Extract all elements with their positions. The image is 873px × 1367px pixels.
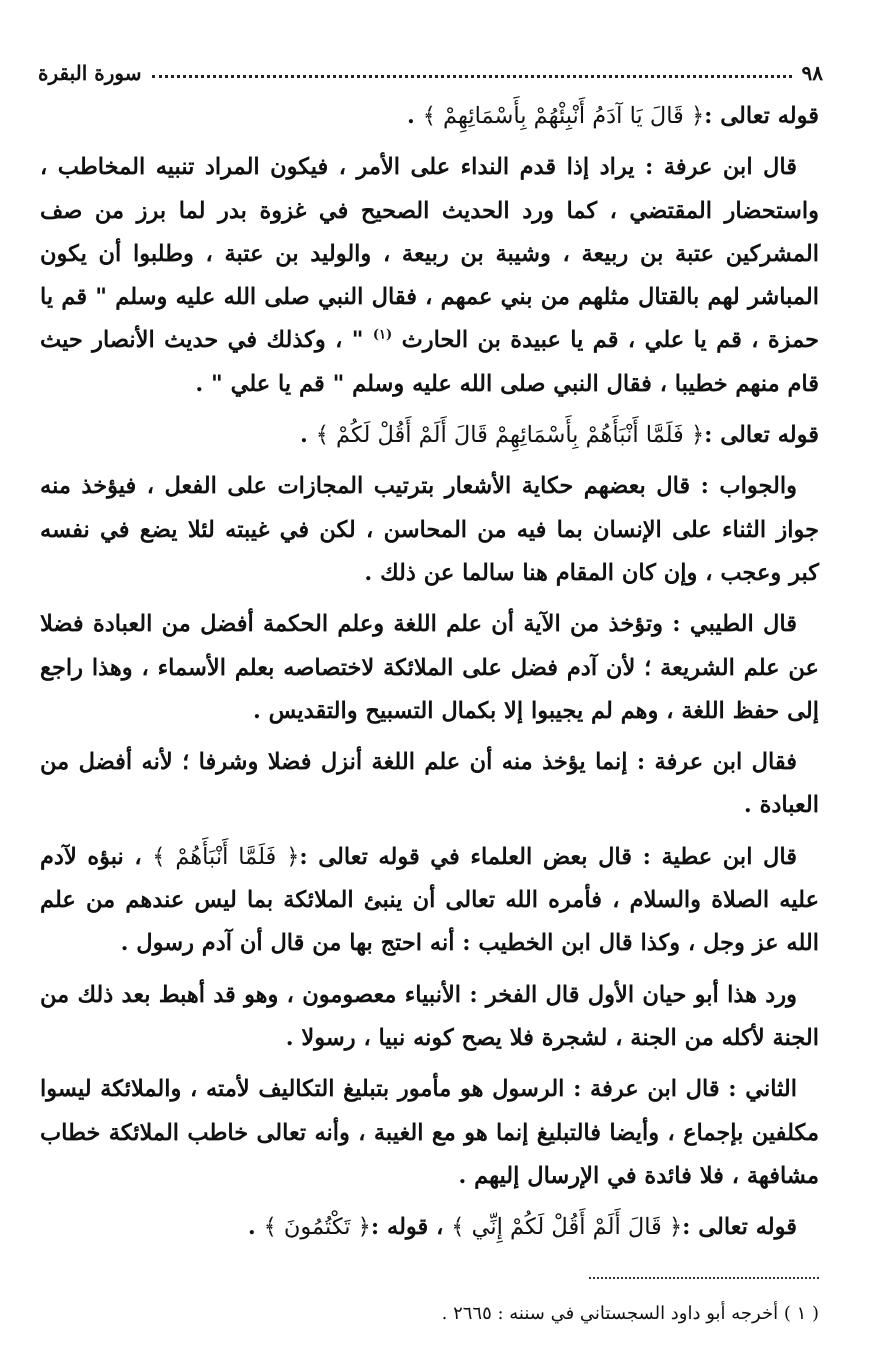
paragraph-tail: ، نبؤه لآدم عليه الصلاة والسلام ، فأمره الله تعالى أن ينبئ الملائكة بما ليس عندهم من علم الله عز وجل ، وكذا قال ابن الخطيب : أنه احتج بها من قال أن آدم رسول . — [40, 843, 819, 957]
page-number: ٩٨ — [801, 61, 823, 85]
footnote — [40, 1300, 819, 1328]
paragraph-text: الثاني : قال ابن عرفة : الرسول هو مأمور بتبليغ التكاليف لأمته ، والملائكة ليسوا مكلفين بإجماع ، وأيضا فالتبليغ إنما هو مع الغيبة ، وأنه تعالى خاطب الملائكة خطاب مشافهة ، فلا فائدة في الإرسال إليهم . — [40, 1076, 819, 1189]
paragraph-ibn-arafa-lugha — [40, 741, 819, 828]
paragraph-lead: قال ابن عطية : قال بعض العلماء في قوله تعالى : — [299, 843, 797, 870]
verse-tail: . — [407, 103, 423, 129]
paragraph-text: فقال ابن عرفة : إنما يؤخذ منه أن علم اللغة أنزل فضلا وشرفا ؛ لأنه أفضل من العبادة . — [40, 749, 819, 819]
verse-heading-3 — [40, 1206, 819, 1249]
main-text — [40, 95, 819, 1257]
paragraph-ibn-arafa-nida — [40, 146, 819, 406]
verse-lead: قوله تعالى : — [704, 103, 819, 129]
footnote-separator — [589, 1277, 819, 1279]
paragraph-ibn-atiyya — [40, 836, 819, 966]
paragraph-text: قال الطيبي : وتؤخذ من الآية أن علم اللغة وعلم الحكمة أفضل من العبادة فضلا عن علم الشريعة ؛ لأن آدم فضل على الملائكة لاختصاصه بعلم الأسماء ، وهذا راجع إلى حفظ اللغة ، وهم لم يجيبوا إلا بكمال التسبيح والتقديس . — [40, 611, 819, 724]
footnote-marker: (١) — [372, 327, 393, 343]
quran-quote-2: ﴿ تَكْتُمُونَ ﴾ — [263, 1214, 371, 1241]
header-dotted-leader — [152, 75, 792, 78]
paragraph-text: ورد هذا أبو حيان الأول قال الفخر : الأنبياء معصومون ، وهو قد أهبط بعد ذلك من الجنة لأكله من الجنة ، لشجرة فلا يصح كونه نبيا ، رسولا . — [40, 981, 819, 1051]
verse-mid: ، قوله : — [370, 1214, 452, 1241]
running-header — [38, 58, 823, 88]
paragraph-second — [40, 1068, 819, 1198]
quran-quote: ﴿ فَلَمَّا أَنْبَأَهُمْ بِأَسْمَائِهِمْ قَالَ أَلَمْ أَقُلْ لَكُمْ ﴾ — [315, 422, 705, 449]
verse-tail: . — [247, 1214, 264, 1241]
verse-lead: قوله تعالى : — [682, 1214, 797, 1241]
paragraph-tibi — [40, 603, 819, 733]
paragraph-text: والجواب : قال بعضهم حكاية الأشعار بترتيب المجازات على الفعل ، فيؤخذ منه جواز الثناء على الإنسان بما فيه من المحاسن ، لكن في غيبته لئلا يضع في نفسه كبر وعجب ، وإن كان المقام هنا سالما عن ذلك . — [40, 473, 819, 586]
paragraph-text-continued: " ، وكذلك في حديث الأنصار حيث قام منهم خطيبا ، فقال النبي صلى الله عليه وسلم " قم يا علي " . — [40, 327, 819, 397]
paragraph-text: قال ابن عرفة : يراد إذا قدم النداء على الأمر ، فيكون المراد تنبيه المخاطب ، واستحضار المقتضي ، كما ورد الحديث الصحيح في غزوة بدر لما برز من صف المشركين عتبة بن ربيعة ، وشيبة بن ربيعة ، والوليد بن عتبة ، وطلبوا أن يكون المباشر لهم بالقتال مثلهم من بني عمهم ، فقال النبي صلى الله عليه وسلم " قم يا حمزة ، قم يا علي ، قم يا عبيدة بن الحارث — [40, 154, 819, 354]
quran-quote: ﴿ فَلَمَّا أَنْبَأَهُمْ ﴾ — [152, 843, 300, 870]
verse-lead: قوله تعالى : — [704, 422, 819, 449]
verse-heading-1 — [40, 95, 819, 138]
verse-heading-2 — [40, 414, 819, 457]
surah-title: سورة البقرة — [38, 61, 142, 85]
footnote-text: ( ١ ) أخرجه أبو داود السجستاني في سننه : ٢٦٦٥ . — [441, 1303, 819, 1324]
quran-quote: ﴿ قَالَ يَا آدَمُ أَنْبِئْهُمْ بِأَسْمَائِهِمْ ﴾ — [422, 103, 705, 129]
paragraph-answer — [40, 465, 819, 595]
quran-quote: ﴿ قَالَ أَلَمْ أَقُلْ لَكُمْ إِنِّي ﴾ — [451, 1214, 683, 1241]
verse-tail: . — [300, 422, 316, 449]
paragraph-abu-hayyan — [40, 974, 819, 1061]
